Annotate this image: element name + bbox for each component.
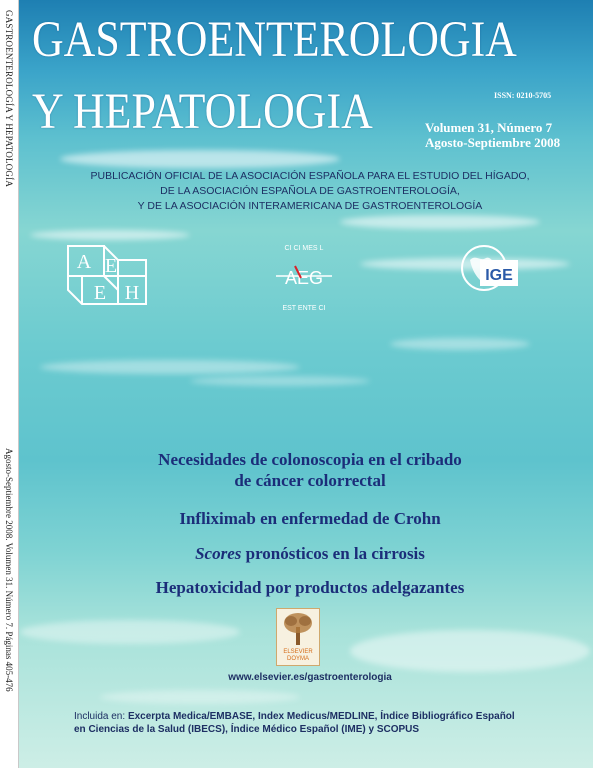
journal-url[interactable]: www.elsevier.es/gastroenterologia	[228, 672, 392, 683]
publisher-name: DOYMA	[286, 656, 309, 662]
organizations	[40, 169, 580, 214]
indexing-lead: Incluida en:	[74, 711, 128, 722]
headline-hepatoxicidad: Hepatoxicidad por productos adelgazantes	[155, 578, 465, 597]
organization-line: DE LA ASOCIACIÓN ESPAÑOLA DE GASTROENTEROLOGÍA,	[160, 185, 460, 197]
aeeh-letter: E	[93, 282, 107, 304]
publisher-name: ELSEVIER	[283, 649, 313, 655]
indexing-list: en Ciencias de la Salud (IBECS), Índice Médico Español (IME) y SCOPUS	[74, 724, 420, 735]
organization-line: PUBLICACIÓN OFICIAL DE LA ASOCIACIÓN ESPAÑOLA PARA EL ESTUDIO DEL HÍGADO,	[90, 170, 530, 182]
headline-scores	[40, 543, 580, 564]
aeg-logo	[264, 232, 344, 322]
headline-line: Necesidades de colonoscopia en el cribado	[158, 450, 462, 469]
headline-colonoscopia	[40, 449, 580, 491]
journal-title-line1: GASTROENTEROLOGIA	[32, 12, 517, 68]
headline-line: de cáncer colorrectal	[234, 471, 386, 490]
wave-decoration	[350, 630, 590, 672]
wave-decoration	[190, 376, 370, 386]
wave-decoration	[390, 338, 530, 350]
wave-decoration	[340, 215, 540, 229]
aeeh-letter: H	[124, 282, 140, 304]
spine-title: GASTROENTEROLOGÍA Y HEPATOLOGÍA	[4, 10, 14, 188]
ige-logo	[460, 240, 520, 302]
volume-number: Volumen 31, Número 7	[425, 120, 553, 135]
indexing-list: Excerpta Medica/EMBASE, Index Medicus/MEDLINE, Índice Bibliográfico Español	[127, 711, 515, 722]
issue-date: Agosto-Septiembre 2008	[425, 135, 561, 150]
wave-decoration	[100, 690, 300, 704]
wave-decoration	[60, 150, 340, 168]
spine	[0, 0, 19, 768]
aeg-ring-text: EST ENTE CI	[282, 305, 326, 312]
elsevier-doyma-logo	[276, 608, 320, 666]
headline-infliximab: Infliximab en enfermedad de Crohn	[179, 509, 441, 528]
wave-decoration	[30, 230, 190, 240]
spine-issue-info: Agosto-Septiembre 2008. Volumen 31. Número 7. Páginas 405-476	[4, 448, 14, 692]
aeg-ring-text: CI CI MES L	[284, 245, 324, 252]
tree-icon	[277, 609, 319, 647]
journal-title-line2: Y HEPATOLOGIA	[32, 84, 373, 140]
organization-line: Y DE LA ASOCIACIÓN INTERAMERICANA DE GASTROENTEROLOGÍA	[137, 200, 483, 212]
ige-mark: IGE	[485, 267, 513, 284]
aeeh-letter: E	[104, 255, 118, 277]
issue-info	[425, 120, 560, 150]
aeg-mark: AEG	[284, 268, 324, 288]
indexing-info	[74, 710, 574, 736]
aeeh-logo	[54, 240, 150, 310]
headline-italic: Scores	[195, 544, 242, 563]
wave-decoration	[20, 620, 240, 644]
aeeh-letter: A	[76, 251, 92, 273]
headline-rest: pronósticos en la cirrosis	[241, 544, 425, 563]
wave-decoration	[40, 360, 300, 374]
issn: ISSN: 0210-5705	[494, 91, 552, 100]
